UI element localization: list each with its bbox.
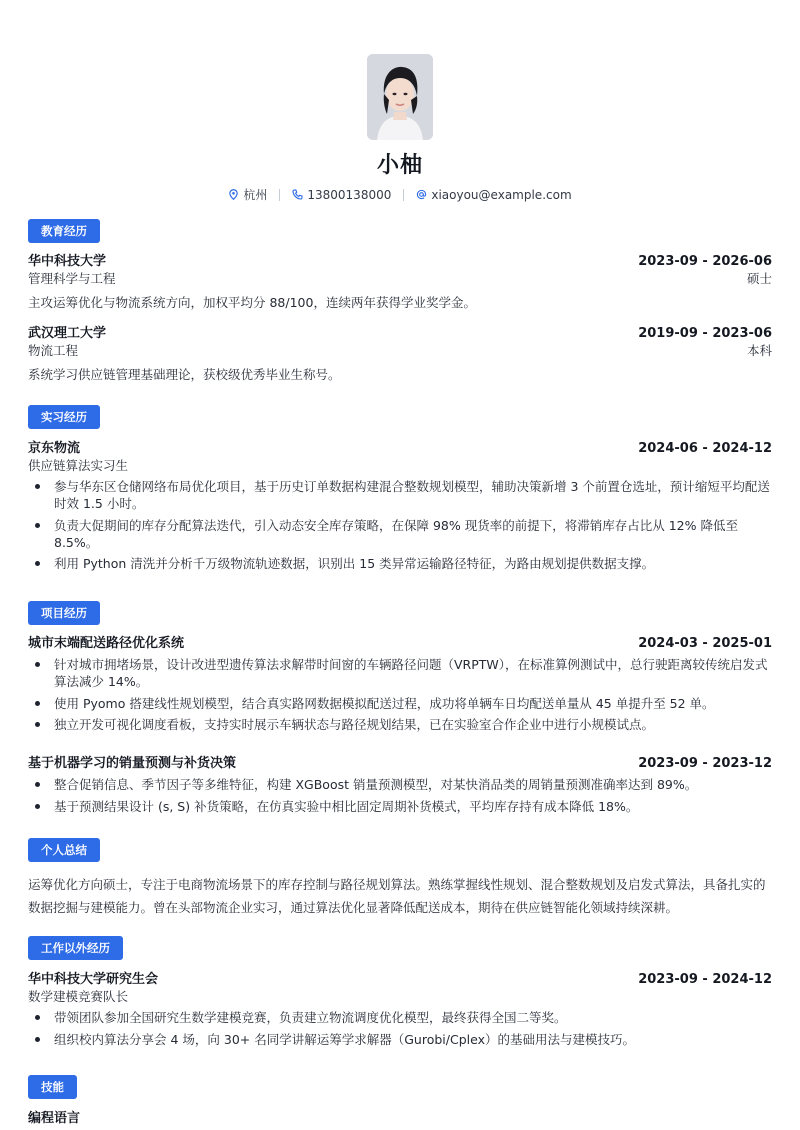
role-text: 数学建模竞赛队长 — [28, 989, 129, 1004]
section-tag-summary: 个人总结 — [28, 838, 100, 862]
list-item: 负责大促期间的库存分配算法迭代，引入动态安全库存策略，在保障 98% 现货率的前提下，将滞销库存占比从 12% 降低至 8.5%。 — [28, 517, 772, 551]
degree-text: 本科 — [746, 343, 772, 358]
education-description: 主攻运筹优化与物流系统方向，加权平均分 88/100，连续两年获得学业奖学金。 — [28, 295, 476, 310]
list-item: 独立开发可视化调度看板，支持实时展示车辆状态与路径规划结果，已在实验室合作企业中进行小规模试点。 — [28, 716, 772, 733]
education-period: 2019-09 - 2023-06 — [638, 326, 772, 341]
skills-subheading: 编程语言 — [28, 1111, 81, 1126]
candidate-name: 小柚 — [376, 153, 423, 178]
extra-bullets — [28, 1009, 772, 1048]
major-text: 物流工程 — [28, 343, 79, 358]
internship-item — [28, 440, 772, 577]
section-skills — [28, 1075, 772, 1099]
section-tag-extra: 工作以外经历 — [28, 936, 123, 960]
contact-divider — [279, 189, 280, 201]
section-education — [28, 219, 772, 243]
internship-bullets — [28, 478, 772, 572]
project-period: 2023-09 - 2023-12 — [638, 756, 772, 771]
school-name: 武汉理工大学 — [28, 326, 107, 341]
list-item: 带领团队参加全国研究生数学建模竞赛，负责建立物流调度优化模型，最终获得全国二等奖。 — [28, 1009, 772, 1026]
project-title: 城市末端配送路径优化系统 — [28, 636, 185, 651]
extra-item — [28, 971, 772, 1052]
summary-text: 运筹优化方向硕士，专注于电商物流场景下的库存控制与路径规划算法。熟练掌握线性规划、混合整数规划及启发式算法，具备扎实的数据挖掘与建模能力。曾在头部物流企业实习，通过算法优化显著降低配送成本，期待在供应链智能化领域持续深耕。 — [28, 877, 766, 915]
list-item: 针对城市拥堵场景，设计改进型遗传算法求解带时间窗的车辆路径问题（VRPTW），在标准算例测试中，总行驶距离较传统启发式算法减少 14%。 — [28, 656, 772, 690]
internship-period: 2024-06 - 2024-12 — [638, 441, 772, 456]
list-item: 参与华东区仓储网络布局优化项目，基于历史订单数据构建混合整数规划模型，辅助决策新增 3 个前置仓选址，预计缩短平均配送时效 1.5 小时。 — [28, 478, 772, 512]
project-bullets — [28, 656, 772, 733]
project-item — [28, 635, 772, 738]
organization-name: 华中科技大学研究生会 — [28, 972, 159, 987]
portrait-image — [367, 54, 433, 140]
email-text[interactable]: xiaoyou@example.com — [431, 187, 572, 202]
profile-photo — [367, 54, 433, 140]
list-item: 基于预测结果设计 (s, S) 补货策略，在仿真实验中相比固定周期补货模式，平均库存持有成本降低 18%。 — [28, 798, 772, 815]
resume-header — [28, 0, 772, 203]
school-name: 华中科技大学 — [28, 254, 107, 269]
education-description: 系统学习供应链管理基础理论，获校级优秀毕业生称号。 — [28, 367, 341, 382]
at-sign-icon — [416, 189, 427, 200]
extra-period: 2023-09 - 2024-12 — [638, 972, 772, 987]
company-name: 京东物流 — [28, 441, 81, 456]
list-item: 使用 Pyomo 搭建线性规划模型，结合真实路网数据模拟配送过程，成功将单辆车日均配送单量从 45 单提升至 52 单。 — [28, 695, 772, 712]
education-item — [28, 253, 772, 313]
list-item: 整合促销信息、季节因子等多维特征，构建 XGBoost 销量预测模型，对某快消品类的周销量预测准确率达到 89%。 — [28, 776, 772, 793]
section-summary — [28, 838, 772, 862]
project-bullets — [28, 776, 772, 815]
contact-email — [416, 188, 571, 202]
section-tag-skills: 技能 — [28, 1075, 77, 1099]
contact-location — [228, 186, 267, 203]
phone-icon — [292, 189, 303, 200]
list-item: 利用 Python 清洗并分析千万级物流轨迹数据，识别出 15 类异常运输路径特征，为路由规划提供数据支撑。 — [28, 555, 772, 572]
phone-text[interactable]: 13800138000 — [307, 187, 392, 202]
section-tag-internship: 实习经历 — [28, 405, 100, 429]
location-text: 杭州 — [243, 188, 268, 202]
section-internship — [28, 405, 772, 429]
contact-bar — [28, 186, 772, 203]
education-item — [28, 325, 772, 385]
degree-text: 硕士 — [746, 271, 772, 286]
section-extra — [28, 936, 772, 960]
location-pin-icon — [228, 189, 239, 200]
role-text: 供应链算法实习生 — [28, 458, 129, 473]
project-title: 基于机器学习的销量预测与补货决策 — [28, 756, 237, 771]
education-period: 2023-09 - 2026-06 — [638, 254, 772, 269]
section-tag-education: 教育经历 — [28, 219, 100, 243]
project-period: 2024-03 - 2025-01 — [638, 636, 772, 651]
section-projects — [28, 601, 772, 625]
section-tag-projects: 项目经历 — [28, 601, 100, 625]
contact-phone — [292, 188, 391, 202]
contact-divider — [403, 189, 404, 201]
major-text: 管理科学与工程 — [28, 271, 116, 286]
list-item: 组织校内算法分享会 4 场，向 30+ 名同学讲解运筹学求解器（Gurobi/Cplex）的基础用法与建模技巧。 — [28, 1031, 772, 1048]
project-item — [28, 755, 772, 819]
